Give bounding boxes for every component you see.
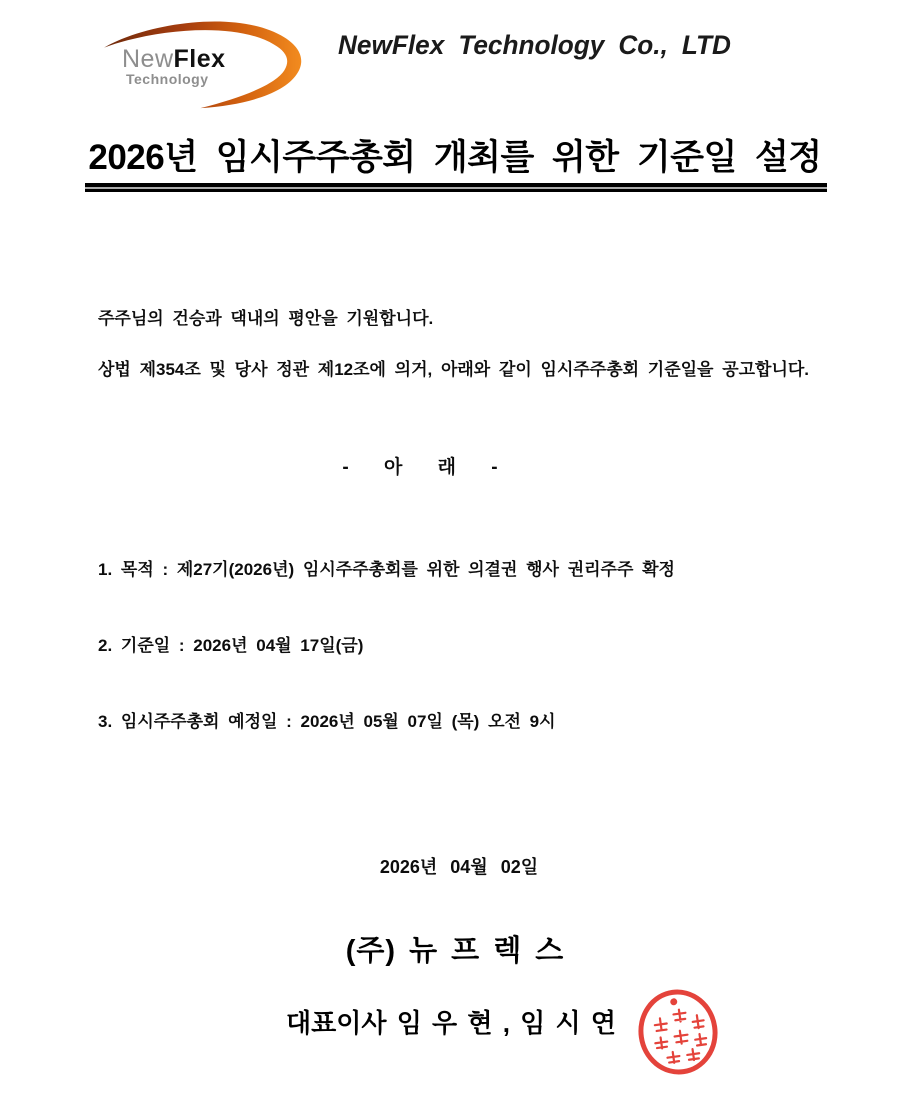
header-company-name: NewFlex Technology Co., LTD: [338, 30, 731, 60]
purpose-item: 1. 목적 : 제27기(2026년) 임시주주총회를 위한 의결권 행사 권리주주 확정: [98, 560, 675, 579]
logo-text-flex: Flex: [173, 45, 226, 73]
logo-subtitle: Technology: [126, 71, 209, 87]
ceo-signature: 대표이사 임 우 현 , 임 시 연: [286, 1008, 616, 1038]
document-title: 2026년 임시주주총회 개최를 위한 기준일 설정: [88, 138, 822, 177]
logo-wordmark: [122, 45, 226, 74]
company-signature: (주) 뉴 프 렉 스: [345, 935, 565, 967]
legal-notice-paragraph: 상법 제354조 및 당사 정관 제12조에 의거, 아래와 같이 임시주주총회 기준일을 공고합니다.: [98, 360, 810, 379]
meeting-date-item: 3. 임시주주총회 예정일 : 2026년 05월 07일 (목) 오전 9시: [98, 712, 556, 731]
greeting-paragraph: 주주님의 건승과 댁내의 평안을 기원합니다.: [98, 309, 434, 328]
announcement-date: 2026년 04월 02일: [379, 857, 539, 877]
company-logo: [100, 14, 310, 110]
record-date-item: 2. 기준일 : 2026년 04월 17일(금): [98, 636, 364, 655]
corporate-seal-icon: [636, 988, 720, 1076]
below-label: - 아 래 -: [342, 457, 498, 478]
title-divider: [85, 183, 827, 192]
logo-text-new: New: [122, 45, 174, 73]
